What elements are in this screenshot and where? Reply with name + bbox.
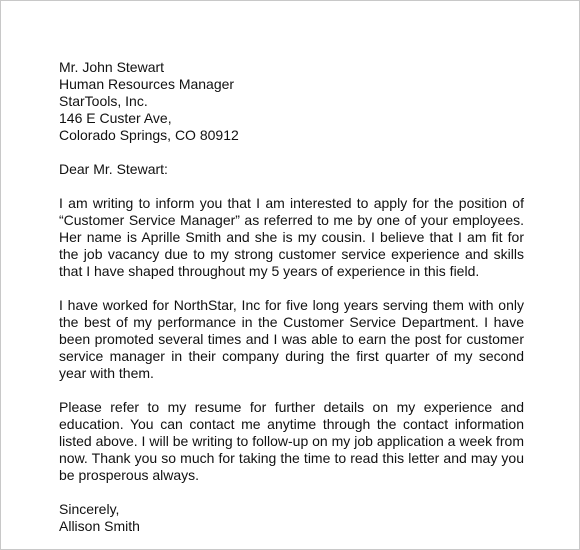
salutation: Dear Mr. Stewart:	[59, 161, 168, 177]
recipient-company: StarTools, Inc.	[59, 93, 148, 109]
body-paragraph-experience: I have worked for NorthStar, Inc for five long years serving them with only the best of my performance in the Customer Service Department. I have been promoted several times and I was able to earn the post for customer service manager in their company during the first quarter of my second year with them.	[59, 297, 524, 381]
recipient-address	[59, 59, 524, 144]
cover-letter	[59, 59, 524, 535]
recipient-name: Mr. John Stewart	[59, 59, 165, 75]
recipient-title: Human Resources Manager	[59, 76, 235, 92]
signature-name: Allison Smith	[59, 518, 140, 534]
valediction: Sincerely,	[59, 501, 120, 517]
body-paragraph-intro: I am writing to inform you that I am interested to apply for the position of “Customer Service Manager” as referred to me by one of your employees. Her name is Aprille Smith and she is my cousin. I believe that I am fit for the job vacancy due to my strong customer service experience and skills that I have shaped throughout my 5 years of experience in this field.	[59, 195, 524, 279]
recipient-city: Colorado Springs, CO 80912	[59, 127, 239, 143]
body-paragraph-closing: Please refer to my resume for further details on my experience and education. You can contact me anytime through the contact information listed above. I will be writing to follow-up on my job application a week from now. Thank you so much for taking the time to read this letter and may you be prosperous always.	[59, 399, 524, 483]
recipient-street: 146 E Custer Ave,	[59, 110, 172, 126]
closing-block	[59, 501, 524, 535]
